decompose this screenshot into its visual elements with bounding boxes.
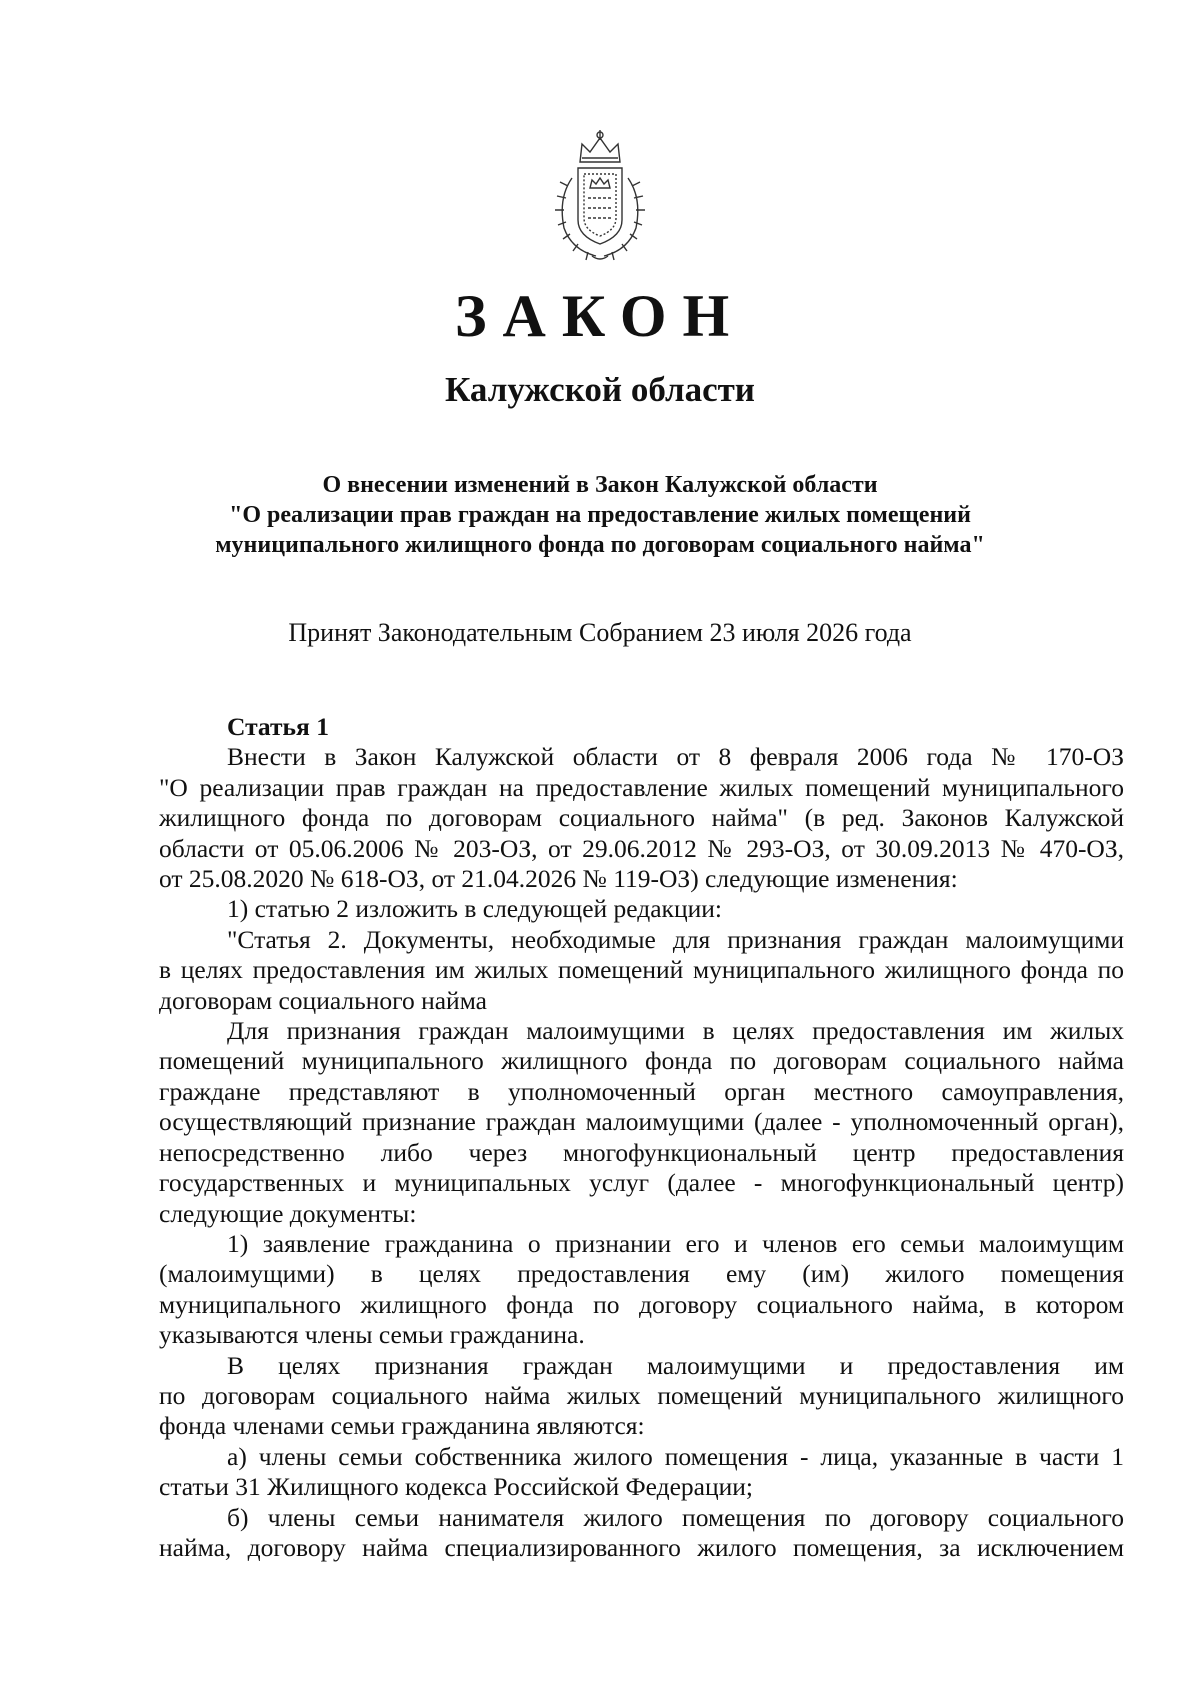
text-line: указываются члены семьи гражданина.	[159, 1320, 585, 1350]
region-name: Калужской области	[445, 370, 755, 409]
adoption-note: Принят Законодательным Собранием 23 июля 2026 года	[288, 618, 912, 647]
text-line: (малоимущими) в целях предоставления ему (им) жилого помещения	[159, 1259, 1124, 1289]
text-line: найма, договору найма специализированного жилого помещения, за исключением	[159, 1532, 1124, 1562]
text-line: а) члены семьи собственника жилого помещения - лица, указанные в части 1	[227, 1441, 1124, 1471]
text-line: помещений муниципального жилищного фонда по договорам социального найма	[159, 1046, 1124, 1076]
text-line: договорам социального найма	[159, 985, 487, 1015]
text-line: 1) статью 2 изложить в следующей редакции:	[227, 894, 722, 924]
text-line: "О реализации прав граждан на предоставление жилых помещений муниципального	[159, 772, 1124, 802]
article-heading: Статья 1	[227, 712, 329, 741]
subject-line: О внесении изменений в Закон Калужской области	[322, 472, 878, 498]
text-line: Для признания граждан малоимущими в целях предоставления им жилых	[227, 1016, 1124, 1046]
text-line: в целях предоставления им жилых помещений муниципального жилищного фонда по	[159, 955, 1124, 985]
text-line: муниципального жилищного фонда по договору социального найма, в котором	[159, 1289, 1124, 1319]
text-line: граждане представляют в уполномоченный орган местного самоуправления,	[159, 1076, 1124, 1106]
subject-line: муниципального жилищного фонда по договорам социального найма"	[215, 532, 985, 558]
text-line: Внести в Закон Калужской области от 8 февраля 2006 года № 170-ОЗ	[227, 742, 1124, 772]
text-line: б) члены семьи нанимателя жилого помещения по договору социального	[227, 1502, 1124, 1532]
text-line: фонда членами семьи гражданина являются:	[159, 1411, 645, 1441]
text-line: по договорам социального найма жилых помещений муниципального жилищного	[159, 1380, 1124, 1410]
coat-of-arms-emblem	[542, 128, 658, 264]
text-line: осуществляющий признание граждан малоимущими (далее - уполномоченный орган),	[159, 1107, 1124, 1137]
text-line: 1) заявление гражданина о признании его и членов его семьи малоимущим	[227, 1228, 1124, 1258]
coat-of-arms-icon	[542, 128, 658, 264]
text-line: области от 05.06.2006 № 203-ОЗ, от 29.06.2012 № 293-ОЗ, от 30.09.2013 № 470-ОЗ,	[159, 833, 1124, 863]
law-title: ЗАКОН	[454, 283, 746, 349]
text-line: статьи 31 Жилищного кодекса Российской Федерации;	[159, 1472, 753, 1502]
text-line: следующие документы:	[159, 1198, 417, 1228]
text-line: непосредственно либо через многофункциональный центр предоставления	[159, 1137, 1124, 1167]
subject-line: "О реализации прав граждан на предоставление жилых помещений	[229, 502, 971, 528]
text-line: "Статья 2. Документы, необходимые для признания граждан малоимущими	[227, 924, 1124, 954]
article-body	[159, 712, 1124, 1563]
law-subject	[150, 470, 1050, 560]
text-line: В целях признания граждан малоимущими и предоставления им	[227, 1350, 1124, 1380]
text-line: государственных и муниципальных услуг (далее - многофункциональный центр)	[159, 1168, 1124, 1198]
text-line: жилищного фонда по договорам социального найма" (в ред. Законов Калужской	[159, 803, 1124, 833]
text-line: от 25.08.2020 № 618-ОЗ, от 21.04.2026 № 119-ОЗ) следующие изменения:	[159, 864, 958, 894]
